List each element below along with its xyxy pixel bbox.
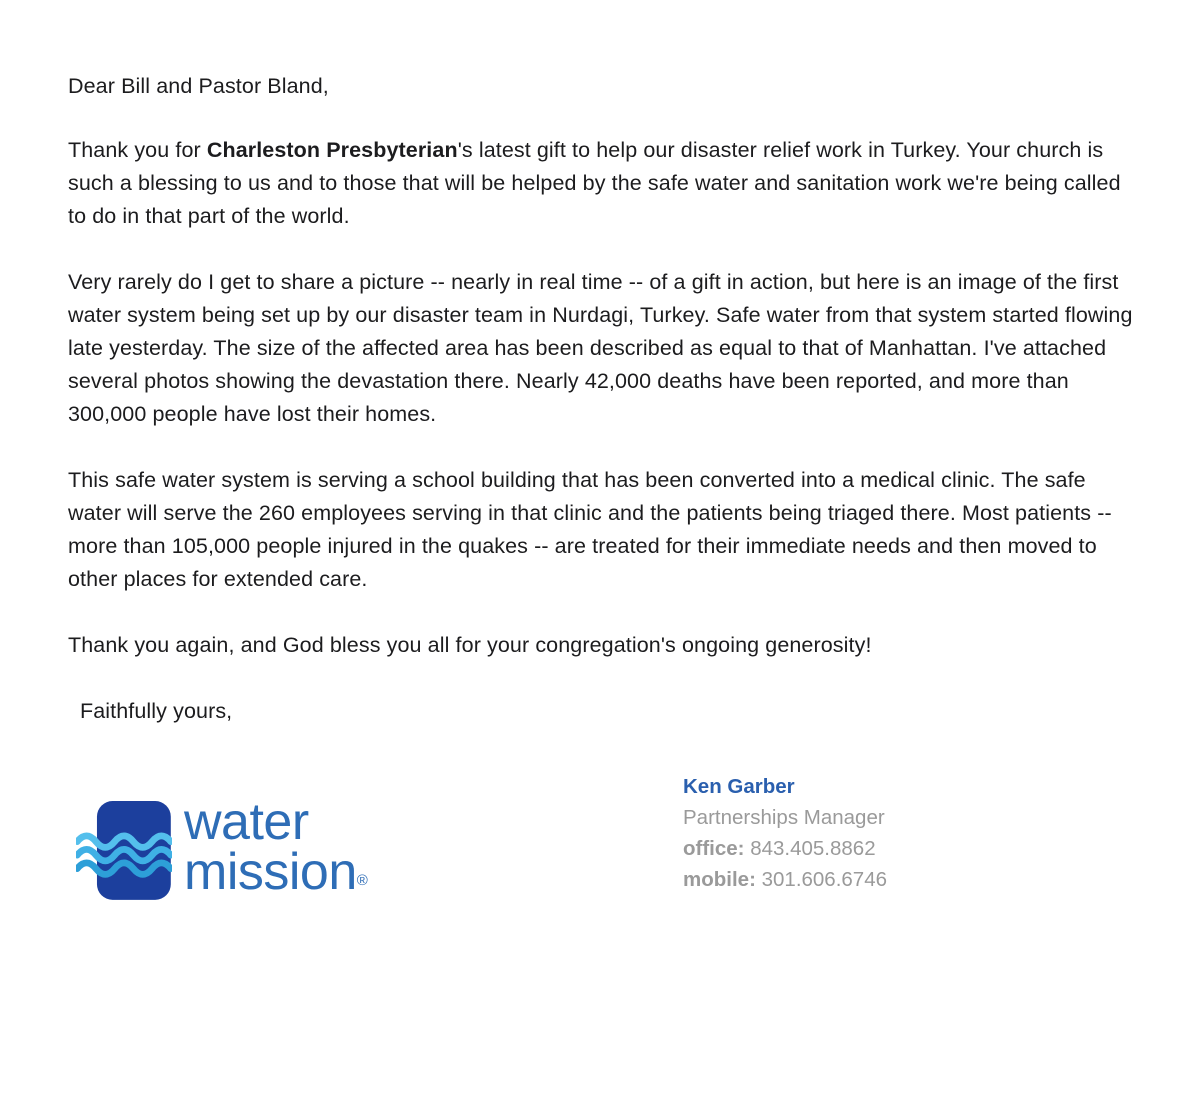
office-phone-number: 843.405.8862 xyxy=(750,837,876,860)
salutation: Dear Bill and Pastor Bland, xyxy=(68,74,329,98)
contact-name: Ken Garber xyxy=(683,775,795,798)
mobile-phone-number: 301.606.6746 xyxy=(761,868,888,891)
letter-body xyxy=(68,70,1136,728)
closing-valediction: Faithfully yours, xyxy=(80,699,233,723)
mobile-label: mobile: xyxy=(683,868,756,891)
contact-mobile-line xyxy=(683,864,887,895)
gift-text-before-bold: Thank you for xyxy=(68,138,207,162)
contact-title: Partnerships Manager xyxy=(683,806,885,829)
registered-trademark-mark: ® xyxy=(356,872,368,889)
paragraph-medical-clinic: This safe water system is serving a school building that has been converted into a medical clinic. The safe water will serve the 260 employees serving in that clinic and the patients being triaged there. Most patients -- more than 105,000 people injured in the quakes -- are treated for their immediate needs and then moved to other places for extended care. xyxy=(68,468,1112,591)
paragraph-closing-thanks: Thank you again, and God bless you all for your congregation's ongoing generosity! xyxy=(68,633,872,657)
logo-word-mission: mission xyxy=(184,843,357,901)
water-mission-logo-text xyxy=(184,793,368,906)
logo-word-water: water xyxy=(184,793,309,851)
church-name-bold: Charleston Presbyterian xyxy=(206,138,458,162)
logo-word-mission-line xyxy=(184,843,368,906)
paragraph-water-system: Very rarely do I get to share a picture -- nearly in real time -- of a gift in action, but here is an image of the first water system being set up by our disaster team in Nurdagi, Turkey. Safe water from that system started flowing late yesterday. The size of the affected area has been described as equal to that of Manhattan. I've attached several photos showing the devastation there. Nearly 42,000 deaths have been reported, and more than 300,000 people have lost their homes. xyxy=(68,270,1133,426)
contact-card xyxy=(683,771,887,895)
water-mission-logo xyxy=(76,793,368,906)
gift-text-after-bold: 's latest gift to help our disaster relief work in Turkey. Your church is such a blessing to us and to those that will be helped by the safe water and sanitation work we're being called to do in that part of the world. xyxy=(68,138,1121,228)
paragraph-gift-thanks xyxy=(68,134,1134,233)
signature-block xyxy=(68,759,1136,999)
office-label: office: xyxy=(683,837,745,860)
contact-office-line xyxy=(683,833,887,864)
water-mission-logo-icon xyxy=(76,800,172,904)
